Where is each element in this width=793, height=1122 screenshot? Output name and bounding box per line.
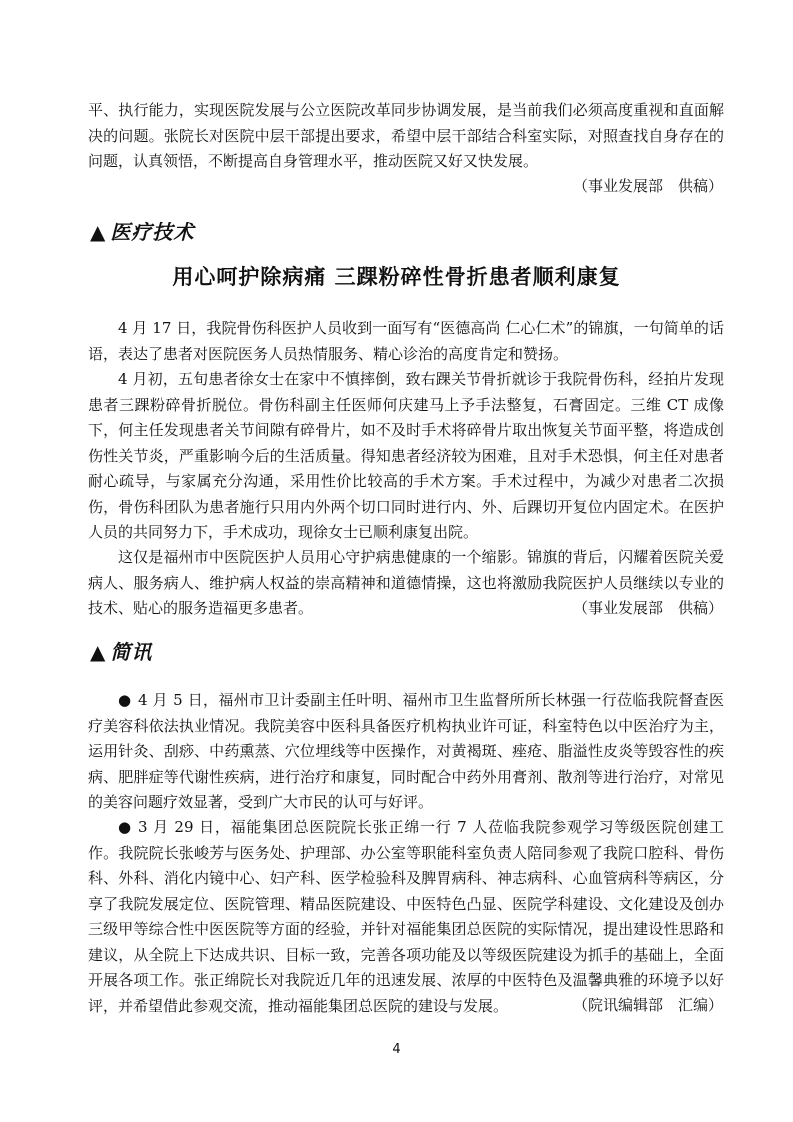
bullet-icon: ● [118,691,132,709]
news-item [88,688,724,816]
section-heading-label: 医疗技术 [110,220,195,244]
article-paragraph: 4 月初，五旬患者徐女士在家中不慎摔倒，致右踝关节骨折就诊于我院骨伤科，经拍片发现患者三踝粉碎骨折脱位。骨伤科副主任医师何庆建马上予手法整复，石膏固定。三维 CT 成像下，何主任发现患者关节间隙有碎骨片，如不及时手术将碎骨片取出恢复关节面平整，将造成创伤性关节炎，严重影响今后的生活质量。得知患者经济较为困难，且对手术恐惧，何主任对患者耐心疏导，与家属充分沟通，采用性价比较高的手术方案。手术过程中，为减少对患者二次损伤，骨伤科团队为患者施行只用内外两个切口同时进行内、外、后踝切开复位内固定术。在医护人员的共同努力下，手术成功，现徐女士已顺利康复出院。 [88,370,724,541]
news-item-text: 4 月 5 日，福州市卫计委副主任叶明、福州市卫生监督所所长林强一行莅临我院督查医疗美容科依法执业情况。我院美容中医科具备医疗机构执业许可证，科室特色以中医治疗为主，运用针灸、刮痧、中药熏蒸、穴位埋线等中医操作，对黄褐斑、痤疮、脂溢性皮炎等毁容性的疾病、肥胖症等代谢性疾病，进行治疗和康复，同时配合中药外用膏剂、散剂等进行治疗，对常见的美容问题疗效显著，受到广大市民的认可与好评。 [88,691,724,811]
page-number: 4 [392,1042,401,1057]
credit-line: （事业发展部 供稿） [572,599,723,617]
article-paragraph: 4 月 17 日，我院骨伤科医护人员收到一面写有“医德高尚 仁心仁术”的锦旗，一句简单的话语，表达了患者对医院医务人员热情服务、精心诊治的高度肯定和赞扬。 [88,319,724,363]
credit-line: （院讯编辑部 汇编） [572,996,723,1014]
section-heading-label: 简讯 [110,640,153,664]
section-heading-news [90,638,152,666]
credit-line: （事业发展部 供稿） [572,177,723,195]
article-title: 用心呵护除病痛 三踝粉碎性骨折患者顺利康复 [172,265,621,289]
article-paragraph: 这仅是福州市中医院医护人员用心守护病患健康的一个缩影。锦旗的背后，闪耀着医院关爱病人、服务病人、维护病人权益的崇高精神和道德情操，这也将激励我院医护人员继续以专业的技术、贴心的服务造福更多患者。 [88,548,724,617]
triangle-icon: ▲ [90,220,107,244]
bullet-icon: ● [118,818,132,836]
news-item-text: 3 月 29 日，福能集团总医院院长张正绵一行 7 人莅临我院参观学习等级医院创建工作。我院院长张峻芳与医务处、护理部、办公室等职能科室负责人陪同参观了我院口腔科、骨伤科、外科、消化内镜中心、妇产科、医学检验科及脾胃病科、神志病科、心血管病科等病区，分享了我院发展定位、医院管理、精品医院建设、中医特色凸显、医院学科建设、文化建设及创办三级甲等综合性中医医院等方面的经验，并针对福能集团总医院的实际情况，提出建设性思路和建议，从全院上下达成共识、目标一致，完善各项功能及以等级医院建设为抓手的基础上，全面开展各项工作。张正绵院长对我院近几年的迅速发展、浓厚的中医特色及温馨典雅的环境予以好评，并希望借此参观交流，推动福能集团总医院的建设与发展。 [88,818,724,1015]
news-item [88,815,724,1019]
triangle-icon: ▲ [90,640,107,664]
continued-paragraph: 平、执行能力，实现医院发展与公立医院改革同步协调发展，是当前我们必须高度重视和直面解决的问题。张院长对医院中层干部提出要求，希望中层干部结合科室实际，对照查找自身存在的问题，认真领悟，不断提高自身管理水平，推动医院又好又快发展。 [88,101,724,170]
section-heading-medical [90,218,194,246]
